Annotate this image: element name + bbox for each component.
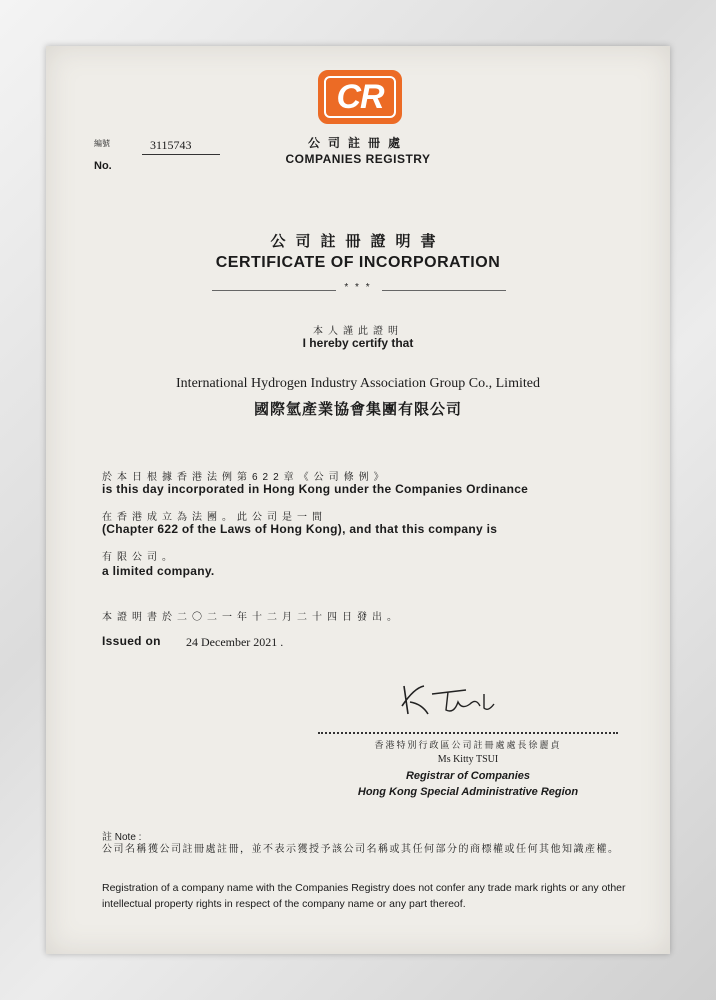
title-zh: 公司註冊證明書 — [270, 233, 446, 250]
cr-logo — [318, 70, 402, 124]
note-text-zh: 公司名稱獲公司註冊處註冊，並不表示獲授予該公司名稱或其任何部分的商標權或任何其他知識產權。 — [102, 844, 620, 855]
body-line3-en: a limited company. — [102, 564, 215, 578]
certificate-document — [46, 46, 670, 954]
body-line1-zh: 於本日根據香港法例第622章《公司條例》 — [102, 472, 389, 483]
company-name-en: International Hydrogen Industry Association Group Co., Limited — [176, 376, 540, 391]
registrar-name-en: Ms Kitty TSUI — [437, 754, 499, 765]
registry-name-en: COMPANIES REGISTRY — [285, 152, 431, 166]
note-heading: 註 Note : — [102, 832, 142, 843]
ornament-line-right — [382, 290, 506, 291]
registry-name-zh: 公司註冊處 — [307, 136, 408, 150]
body-line1-en: is this day incorporated in Hong Kong under the Companies Ordinance — [102, 482, 529, 496]
ornament-stars: * * * — [344, 282, 372, 293]
body-line3-zh: 有限公司。 — [102, 552, 177, 563]
registrar-signature — [396, 680, 506, 720]
certificate-number-value: 3115743 — [150, 138, 192, 152]
certificate-number-underline — [142, 154, 220, 155]
issued-label-en: Issued on — [102, 634, 161, 648]
certificate-number-label-en: No. — [94, 160, 112, 172]
issued-date-en: 24 December 2021 . — [186, 635, 284, 649]
registrar-region-en: Hong Kong Special Administrative Region — [357, 786, 579, 798]
registrar-title-en: Registrar of Companies — [405, 770, 531, 782]
note-text-en: Registration of a company name with the Companies Registry does not confer any trade mark rights or any other intellectual property rights in respect of the company name or any part thereof. — [102, 882, 626, 910]
cr-logo-text: CR — [324, 76, 396, 118]
company-name-zh: 國際氫產業協會集團有限公司 — [253, 401, 462, 418]
certify-zh: 本人謹此證明 — [313, 326, 403, 337]
certificate-number-label-zh: 編號 — [94, 139, 110, 148]
signature-line — [318, 732, 618, 734]
issued-zh: 本證明書於二〇二一年十二月二十四日發出。 — [102, 612, 402, 623]
body-line2-en: (Chapter 622 of the Laws of Hong Kong), and that this company is — [102, 522, 498, 536]
title-en: CERTIFICATE OF INCORPORATION — [215, 254, 501, 271]
body-line2-zh: 在香港成立為法團。此公司是一間 — [102, 512, 327, 523]
certify-en: I hereby certify that — [302, 336, 414, 350]
registrar-title-zh: 香港特別行政區公司註冊處處長徐麗貞 — [374, 740, 562, 750]
